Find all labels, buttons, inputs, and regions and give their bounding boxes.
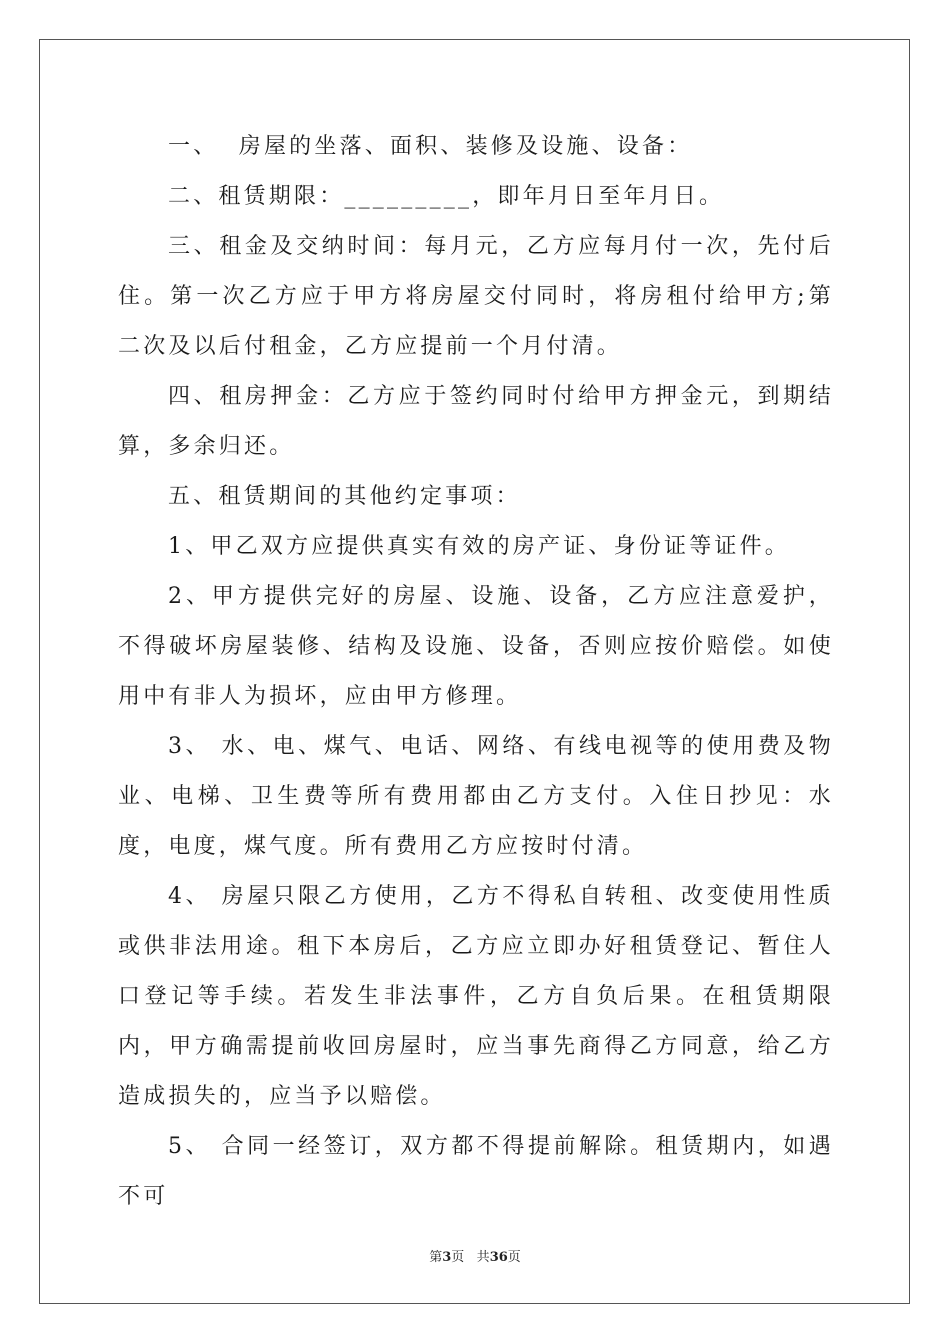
page-suffix: 页: [451, 1250, 465, 1265]
paragraph-6: 1、甲乙双方应提供真实有效的房产证、身份证等证件。: [168, 534, 790, 559]
paragraph-8: 3、 水、电、煤气、电话、网络、有线电视等的使用费及物业、电梯、卫生费等所有费用都由乙方支付。入住日抄见：水度，电度，煤气度。所有费用乙方应按时付清。: [118, 734, 834, 859]
paragraph-1: 一、 房屋的坐落、面积、装修及设施、设备：: [168, 134, 693, 159]
paragraph-5: 五、租赁期间的其他约定事项：: [168, 484, 521, 509]
total-suffix: 页: [507, 1250, 521, 1265]
paragraph-7: 2、甲方提供完好的房屋、设施、设备，乙方应注意爱护，不得破坏房屋装修、结构及设施、设备，否则应按价赔偿。如使用中有非人为损坏，应由甲方修理。: [118, 584, 834, 709]
page-total: 36: [489, 1250, 508, 1265]
paragraph-10: 5、 合同一经签订，双方都不得提前解除。租赁期内，如遇不可: [118, 1134, 834, 1209]
paragraph-3: 三、租金及交纳时间：每月元，乙方应每月付一次，先付后住。第一次乙方应于甲方将房屋交付同时，将房租付给甲方;第二次及以后付租金，乙方应提前一个月付清。: [118, 234, 834, 359]
paragraph-2: 二、租赁期限：_________，即年月日至年月日。: [168, 184, 725, 209]
page-current: 3: [442, 1250, 452, 1265]
page-prefix: 第: [429, 1250, 443, 1265]
paragraph-4: 四、租房押金：乙方应于签约同时付给甲方押金元，到期结算，多余归还。: [118, 384, 834, 459]
paragraph-9: 4、 房屋只限乙方使用，乙方不得私自转租、改变使用性质或供非法用途。租下本房后，乙方应立即办好租赁登记、暂住人口登记等手续。若发生非法事件，乙方自负后果。在租赁期限内，甲方确需提前收回房屋时，应当事先商得乙方同意，给乙方造成损失的，应当予以赔偿。: [118, 884, 834, 1109]
total-prefix: 共: [476, 1250, 490, 1265]
document-body: [118, 122, 834, 1222]
page-footer: [0, 1246, 950, 1265]
